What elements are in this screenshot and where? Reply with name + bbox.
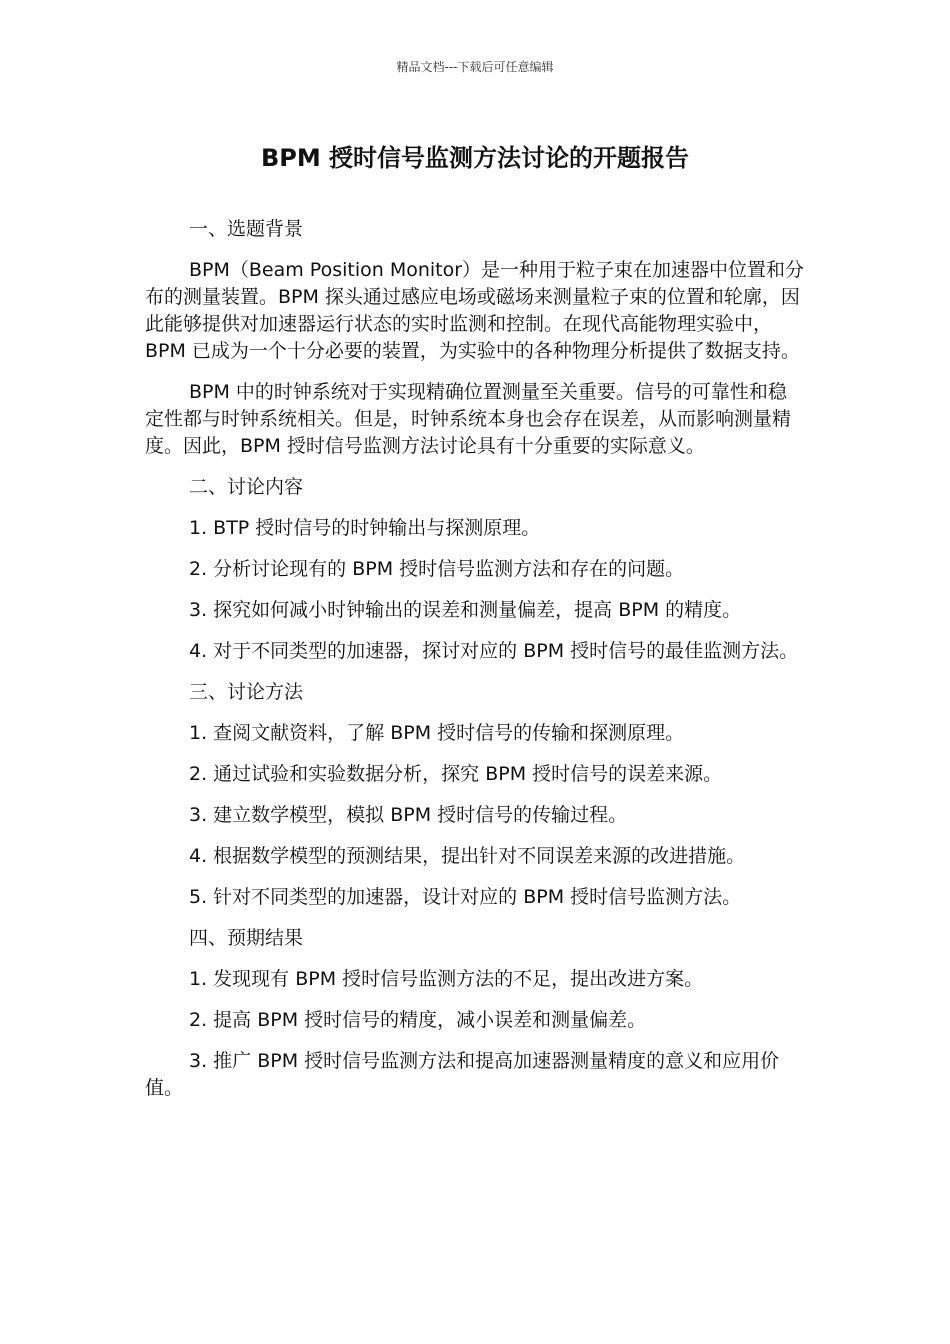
document-body: [145, 216, 805, 1116]
list-item-method-3: 3. 建立数学模型，模拟 BPM 授时信号的传输过程。: [189, 804, 628, 826]
section-heading-content: 二、讨论内容: [189, 476, 304, 498]
list-item-result-1: 1. 发现现有 BPM 授时信号监测方法的不足，提出改进方案。: [189, 968, 704, 990]
section-heading-methods: 三、讨论方法: [189, 681, 304, 703]
section-heading-background: 一、选题背景: [189, 218, 304, 240]
list-item-content-2: 2. 分析讨论现有的 BPM 授时信号监测方法和存在的问题。: [189, 558, 685, 580]
list-item-result-3: 3. 推广 BPM 授时信号监测方法和提高加速器测量精度的意义和应用价值。: [145, 1050, 780, 1099]
document-title: BPM 授时信号监测方法讨论的开题报告: [260, 144, 690, 172]
page-header-note: 精品文档---下载后可任意编辑: [396, 60, 554, 74]
list-item-content-1: 1. BTP 授时信号的时钟输出与探测原理。: [189, 517, 541, 539]
paragraph-bpm-intro: BPM（Beam Position Monitor）是一种用于粒子束在加速器中位置和分布的测量装置。BPM 探头通过感应电场或磁场来测量粒子束的位置和轮廓，因此能够提供对加速器运行状态的实时监测和控制。在现代高能物理实验中，BPM 已成为一个十分必要的装置，为实验中的各种物理分析提供了数据支持。: [145, 259, 805, 362]
list-item-content-4: 4. 对于不同类型的加速器，探讨对应的 BPM 授时信号的最佳监测方法。: [189, 640, 799, 662]
section-heading-results: 四、预期结果: [189, 927, 304, 949]
list-item-method-4: 4. 根据数学模型的预测结果，提出针对不同误差来源的改进措施。: [189, 845, 746, 867]
list-item-content-3: 3. 探究如何减小时钟输出的误差和测量偏差，提高 BPM 的精度。: [189, 599, 742, 621]
list-item-method-1: 1. 查阅文献资料，了解 BPM 授时信号的传输和探测原理。: [189, 722, 685, 744]
paragraph-clock-system: BPM 中的时钟系统对于实现精确位置测量至关重要。信号的可靠性和稳定性都与时钟系统相关。但是，时钟系统本身也会存在误差，从而影响测量精度。因此，BPM 授时信号监测方法讨论具有十分重要的实际意义。: [145, 381, 792, 457]
list-item-method-2: 2. 通过试验和实验数据分析，探究 BPM 授时信号的误差来源。: [189, 763, 723, 785]
list-item-result-2: 2. 提高 BPM 授时信号的精度，减小误差和测量偏差。: [189, 1009, 647, 1031]
list-item-method-5: 5. 针对不同类型的加速器，设计对应的 BPM 授时信号监测方法。: [189, 886, 742, 908]
